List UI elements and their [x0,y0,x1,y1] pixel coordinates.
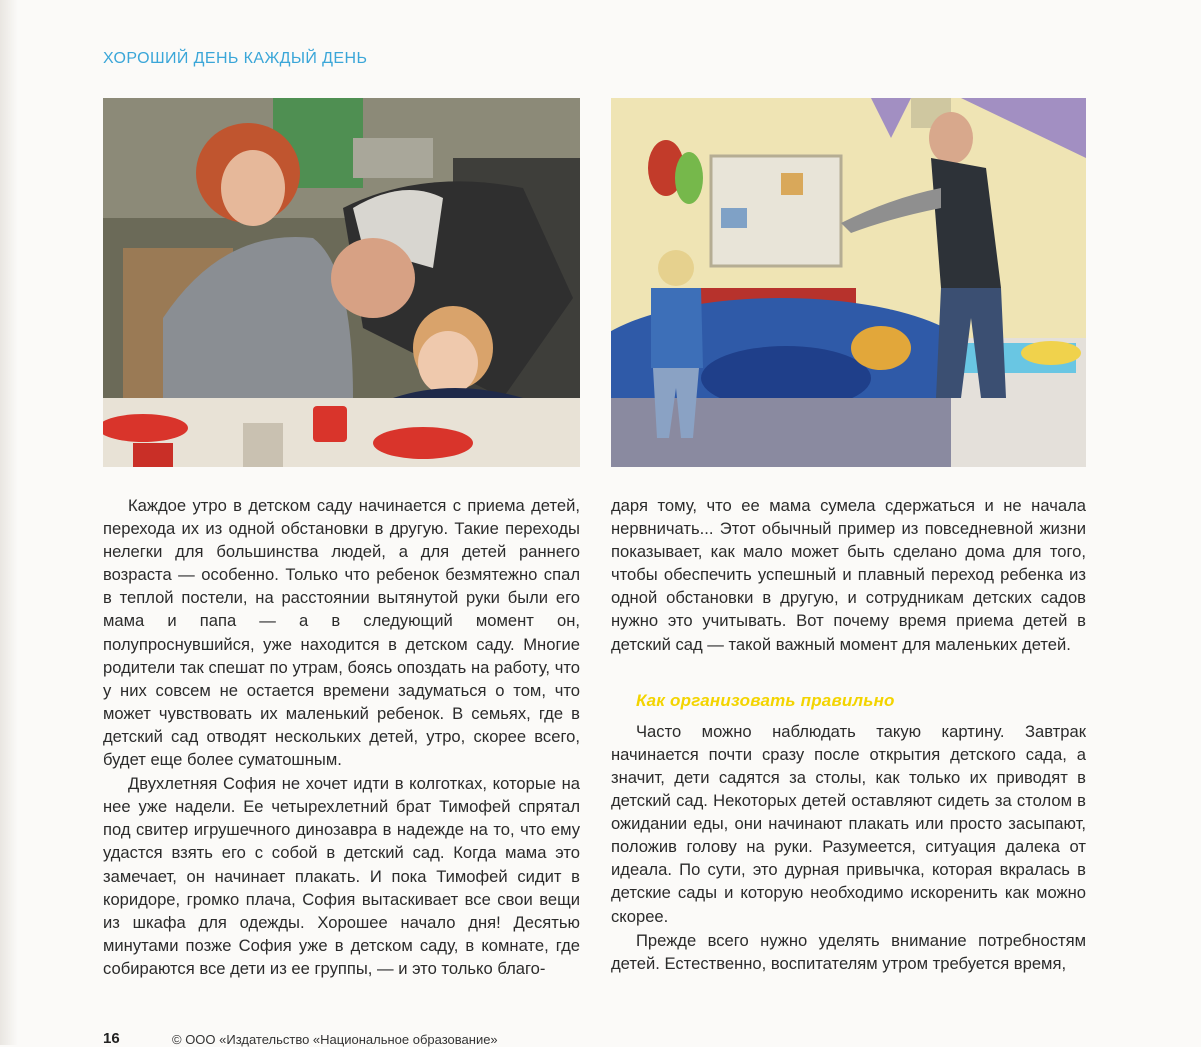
paragraph-continued: даря тому, что ее мама сумела сдержаться и не начала нервничать... Этот обычный пример из повседневной жизни показывает, как мало может быть сделано дома для того, чтобы обеспечить успешный и плавный переход ребенка из одной обстановки в другую, и сотрудникам детских садов нужно это учитывать. Вот почему время приема детей в детский сад — такой важный момент для маленьких детей. [611,496,1086,654]
copyright-notice: © ООО «Издательство «Национальное образование» [172,1032,498,1047]
photo-breakfast-table [103,98,580,467]
text-column-right [611,494,1086,975]
page-spine-shadow [0,0,18,1045]
photo-playroom [611,98,1086,467]
paragraph: Часто можно наблюдать такую картину. Завтрак начинается почти сразу после открытия детского сада, а значит, дети садятся за столы, как только их приводят в детский сад. Некоторых детей оставляют сидеть за столом в ожидании еды, они начинают плакать или просто засыпают, положив голову на руки. Разумеется, ситуация далека от идеала. По сути, это дурная привычка, которая вкралась в детские сады и которую необходимо искоренить как можно скорее. [611,721,1086,926]
running-head: ХОРОШИЙ ДЕНЬ КАЖДЫЙ ДЕНЬ [103,50,368,67]
page-number: 16 [103,1030,120,1047]
paragraph: Двухлетняя София не хочет идти в колготках, которые на нее уже надели. Ее четырехлетний брат Тимофей спрятал под свитер игрушечного динозавра в надежде на то, что ему удастся взять его с собой в детский сад. Когда мама это замечает, он начинает плакать. И пока Тимофей сидит в коридоре, громко плача, София вытаскивает все свои вещи из шкафа для одежды. Хорошее начало дня! Десятью минутами позже София уже в детском саду, в комнате, где собираются все дети из ее группы, — и это только благо- [103,774,580,978]
paragraph: Прежде всего нужно уделять внимание потребностям детей. Естественно, воспитателям утром требуется время, [611,930,1086,973]
paragraph: Каждое утро в детском саду начинается с приема детей, перехода их из одной обстановки в другую. Такие переходы нелегки для большинства людей, а для детей раннего возраста — особенно. Только что ребенок безмятежно спал в теплой постели, на расстоянии вытянутой руки были его мама и папа — а в следующий момент он, полупроснувшийся, уже находится в детском саду. Многие родители так спешат по утрам, боясь опоздать на работу, что у них совсем не остается времени задуматься о том, что может чувствовать их маленький ребенок. В семьях, где в детский сад отводят нескольких детей, утро, скорее всего, будет еще более суматошным. [103,496,580,770]
section-heading: Как организовать правильно [636,690,895,710]
text-column-left [103,494,580,980]
